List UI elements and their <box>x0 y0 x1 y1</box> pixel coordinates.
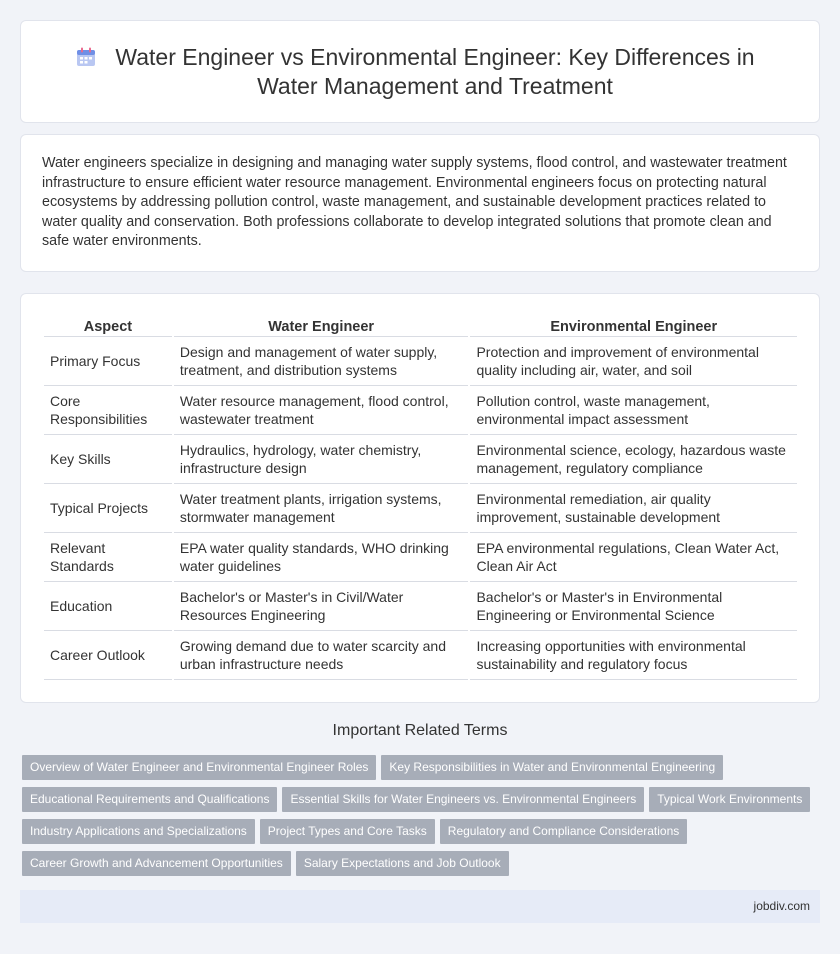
related-term-tag[interactable]: Typical Work Environments <box>649 787 810 812</box>
table-row <box>44 386 797 435</box>
row-aspect: Primary Focus <box>44 337 172 386</box>
related-term-tag[interactable]: Salary Expectations and Job Outlook <box>296 851 509 876</box>
title-card <box>20 20 820 123</box>
header-environmental-engineer: Environmental Engineer <box>470 316 797 337</box>
row-environmental-engineer: Environmental remediation, air quality improvement, sustainable development <box>470 484 797 533</box>
table-row <box>44 337 797 386</box>
related-term-tag[interactable]: Overview of Water Engineer and Environmental Engineer Roles <box>22 755 376 780</box>
row-aspect: Career Outlook <box>44 631 172 680</box>
intro-paragraph: Water engineers specialize in designing and managing water supply systems, flood control, and wastewater treatment infrastructure to ensure efficient water resource management. Environmental engineers focus on protecting natural ecosystems by addressing pollution control, waste management, and sustainable development practices related to water quality and conservation. Both professions collaborate to develop integrated solutions that promote clean and safe water environments. <box>42 155 787 250</box>
tag-row <box>22 851 822 883</box>
row-aspect: Relevant Standards <box>44 533 172 582</box>
row-aspect: Key Skills <box>44 435 172 484</box>
tag-row <box>22 787 822 819</box>
row-water-engineer: EPA water quality standards, WHO drinking water guidelines <box>174 533 469 582</box>
related-term-tag[interactable]: Industry Applications and Specializations <box>22 819 255 844</box>
page-title: Water Engineer vs Environmental Engineer: Key Differences in Water Management and Treatment <box>115 44 755 99</box>
intro-card <box>20 134 820 272</box>
related-terms-list <box>22 755 822 883</box>
table-row <box>44 533 797 582</box>
row-water-engineer: Water treatment plants, irrigation systems, stormwater management <box>174 484 469 533</box>
table-row <box>44 435 797 484</box>
comparison-table <box>42 316 799 680</box>
tag-row <box>22 819 822 851</box>
related-term-tag[interactable]: Project Types and Core Tasks <box>260 819 435 844</box>
row-environmental-engineer: Environmental science, ecology, hazardous waste management, regulatory compliance <box>470 435 797 484</box>
row-environmental-engineer: Protection and improvement of environmental quality including air, water, and soil <box>470 337 797 386</box>
row-environmental-engineer: EPA environmental regulations, Clean Water Act, Clean Air Act <box>470 533 797 582</box>
related-term-tag[interactable]: Essential Skills for Water Engineers vs. Environmental Engineers <box>282 787 644 812</box>
table-row <box>44 582 797 631</box>
row-water-engineer: Bachelor's or Master's in Civil/Water Resources Engineering <box>174 582 469 631</box>
row-environmental-engineer: Increasing opportunities with environmental sustainability and regulatory focus <box>470 631 797 680</box>
table-header-row <box>44 316 797 337</box>
row-water-engineer: Growing demand due to water scarcity and urban infrastructure needs <box>174 631 469 680</box>
footer <box>20 890 820 923</box>
table-row <box>44 484 797 533</box>
header-aspect: Aspect <box>44 316 172 337</box>
related-term-tag[interactable]: Key Responsibilities in Water and Environmental Engineering <box>381 755 723 780</box>
footer-site-link[interactable]: jobdiv.com <box>753 899 810 913</box>
row-aspect: Core Responsibilities <box>44 386 172 435</box>
row-water-engineer: Water resource management, flood control, wastewater treatment <box>174 386 469 435</box>
row-environmental-engineer: Pollution control, waste management, environmental impact assessment <box>470 386 797 435</box>
related-term-tag[interactable]: Regulatory and Compliance Considerations <box>440 819 687 844</box>
related-term-tag[interactable]: Career Growth and Advancement Opportunities <box>22 851 291 876</box>
row-water-engineer: Design and management of water supply, treatment, and distribution systems <box>174 337 469 386</box>
related-term-tag[interactable]: Educational Requirements and Qualifications <box>22 787 277 812</box>
comparison-table-card <box>20 293 820 703</box>
header-water-engineer: Water Engineer <box>174 316 469 337</box>
row-water-engineer: Hydraulics, hydrology, water chemistry, infrastructure design <box>174 435 469 484</box>
related-terms-heading: Important Related Terms <box>332 722 508 739</box>
table-row <box>44 631 797 680</box>
tag-row <box>22 755 822 787</box>
row-environmental-engineer: Bachelor's or Master's in Environmental Engineering or Environmental Science <box>470 582 797 631</box>
row-aspect: Education <box>44 582 172 631</box>
row-aspect: Typical Projects <box>44 484 172 533</box>
